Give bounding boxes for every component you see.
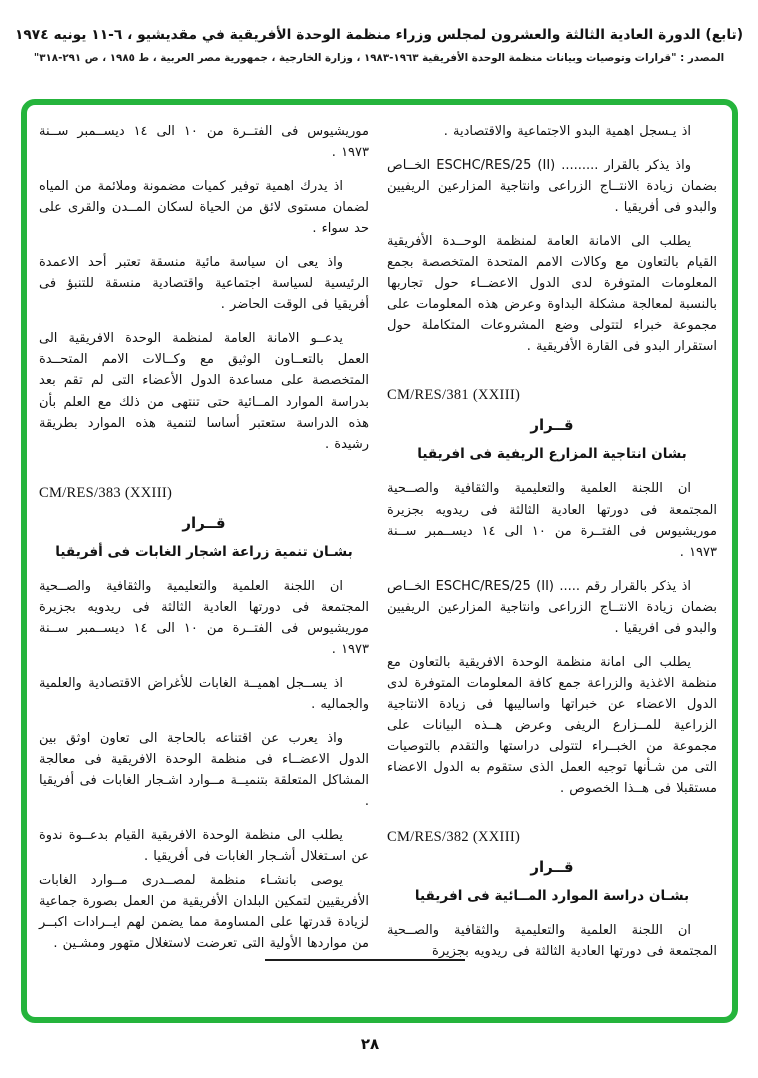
paragraph: اذ يدرك اهمية توفير كميات مضمونة وملائمة من المياه لضمان مستوى لائق من الحياة لسكان المــدن والقرى على حد سواء .: [39, 179, 369, 237]
paragraph: واذ يذكر بالقرار ......... ESCHC/RES/25 (II) الخــاص بضمان زيادة الانتــاج الزراعى وانتاجية المزارعين الريفيين والبدو فى أفريقيا .: [387, 158, 717, 216]
paragraph: ان اللجنة العلمية والتعليمية والثقافية والصــحية المجتمعة فى دورتها العادية الثالثة فى ريدويه بجزيرة موريشيوس فى الفتــرة من ١٠ الى ١٤ ديســمبر ســنة ١٩٧٣ .: [39, 578, 369, 657]
paragraph: ان اللجنة العلمية والتعليمية والثقافية والصــحية المجتمعة فى دورتها العادية الثالثة فى ريدويه بجزيرة موريشيوس فى الفتــرة من ١٠ الى ١٤ ديســمبر ســنة ١٩٧٣ .: [387, 481, 717, 560]
column-left: [39, 121, 369, 975]
source-citation: المصدر : "قرارات وتوصيات وبيانات منظمة الوحدة الأفريقية ١٩٦٣-١٩٨٣ ، وزارة الخارجية ، جمهورية مصر العربية ، ط ١٩٨٥ ، ص ٢٩١-٣١٨": [33, 52, 725, 65]
paragraph: يطلب الى منظمة الوحدة الافريقية القيام بدعــوة ندوة عن اسـتغلال أشـجار الغابات فى أفريقيا .: [39, 828, 369, 865]
paragraph: يدعــو الامانة العامة لمنظمة الوحدة الافريقية الى العمل بالتعــاون الوثيق مع وكــالات الامم المتحــدة المتخصصة على مساعدة الدول الأعضاء التى لم تقم بعد بدراسة الموارد المــائية حتى تنتهى من ذلك مع العلم بأن هذه الدراسة ستعتبر أساسا لتنمية هذه الموارد بطريقة رشيدة .: [39, 331, 369, 452]
resolution-subject: بشان انتاجية المزارع الريفية فى افريقيا: [417, 446, 687, 463]
resolution-number: CM/RES/382 (XXIII): [387, 829, 521, 846]
paragraph: يطلب الى الامانة العامة لمنظمة الوحــدة الأفريقية القيام بالتعاون مع وكالات الامم المتحدة المتخصصة بجمع المعلومات المتوفرة لدى الدول الاعضــاء حول تجاربها بالنسبة لمعالجة مشكلة البداوة وعرض هذه المعلومات على مجموعة خبراء لتتولى وضع المشروعات المتكاملة حول استقرار البدو فى القارة الأفريقية .: [387, 234, 717, 355]
paragraph: واذ يعى ان سياسة مائية منسقة تعتبر أحد الاعمدة الرئيسية لسياسة اجتماعية واقتصادية منسقة للتنبؤ فى أفريقيا فى الوقت الحاضر .: [39, 255, 369, 313]
resolution-heading: قــرار: [182, 513, 226, 532]
page-header: [0, 26, 758, 64]
paragraph: موريشيوس فى الفتــرة من ١٠ الى ١٤ ديســمبر ســنة ١٩٧٣ .: [39, 124, 369, 161]
paragraph: واذ يعرب عن اقتناعه بالحاجة الى تعاون اوثق بين الدول الاعضــاء فى منظمة الوحدة الافريقية فى معالجة المشاكل المتعلقة بتنميــة مــوارد اشـجار الغابات فى أفريقيا .: [39, 730, 369, 810]
resolution-heading: قــرار: [530, 416, 574, 435]
resolution-subject: بشـان دراسة الموارد المــائية فى افريقيا: [414, 888, 690, 905]
resolution-heading: قــرار: [530, 858, 574, 877]
session-title: (تابع) الدورة العادية الثالثة والعشرون لمجلس وزراء منظمة الوحدة الأفريقية في مقديشيو ، ٦-١١ يونيه ١٩٧٤: [14, 27, 744, 43]
green-border-frame: [21, 99, 738, 1023]
column-right: [387, 121, 717, 975]
page-number: ٢٨: [360, 1035, 380, 1053]
resolution-number: CM/RES/383 (XXIII): [39, 484, 173, 501]
paragraph: اذ يـسجل اهمية البدو الاجتماعية والاقتصادية .: [443, 124, 691, 139]
paragraph: اذ يذكر بالقرار رقم ..... ESCHC/RES/25 (II) الخــاص بضمان زيادة الانتــاج الزراعى وانتاجية المزارعين الريفيين والبدو فى افريقيا .: [387, 578, 717, 636]
paragraph: يطلب الى امانة منظمة الوحدة الافريقية بالتعاون مع منظمة الاغذية والزراعة جمع كافة المعلومات المتوفرة لدى الدول الاعضاء عن خبراتها واساليبها فى زيادة الانتاجية الزراعية للمــزارع الريفى وعرض هــذه البيانات على مجموعة من الخبــراء لتتولى دراستها والتقدم بالتوصيات التى من شـأنها توجيه العمل الذى ستقوم به الدول الاعضاء مستقبلا فى هــذا الخصوص .: [387, 654, 717, 797]
paragraph: يوصى بانشـاء منظمة لمصــدرى مــوارد الغابات الأفريقيين لتمكين البلدان الأفريقية من العمل بصورة جماعية لزيادة قدرتها على المساومة مما يضمن لهم ايــرادات اكبــر من مواردها الأولية التى تعرضت لاستغلال متهور ومشـين .: [39, 873, 369, 952]
footer-divider: [265, 959, 465, 961]
resolution-number: CM/RES/381 (XXIII): [387, 387, 521, 404]
paragraph: ان اللجنة العلمية والتعليمية والثقافية والصــحية المجتمعة فى دورتها العادية الثالثة فى ريدويه بجزيرة: [387, 923, 717, 960]
paragraph: اذ يســجل اهميــة الغابات للأغراض الاقتصادية والعلمية والجماليه .: [39, 675, 369, 712]
two-column-text: [27, 105, 732, 975]
resolution-subject: بشـان تنمية زراعة اشجار الغابات فى أفريقيا: [55, 543, 353, 560]
